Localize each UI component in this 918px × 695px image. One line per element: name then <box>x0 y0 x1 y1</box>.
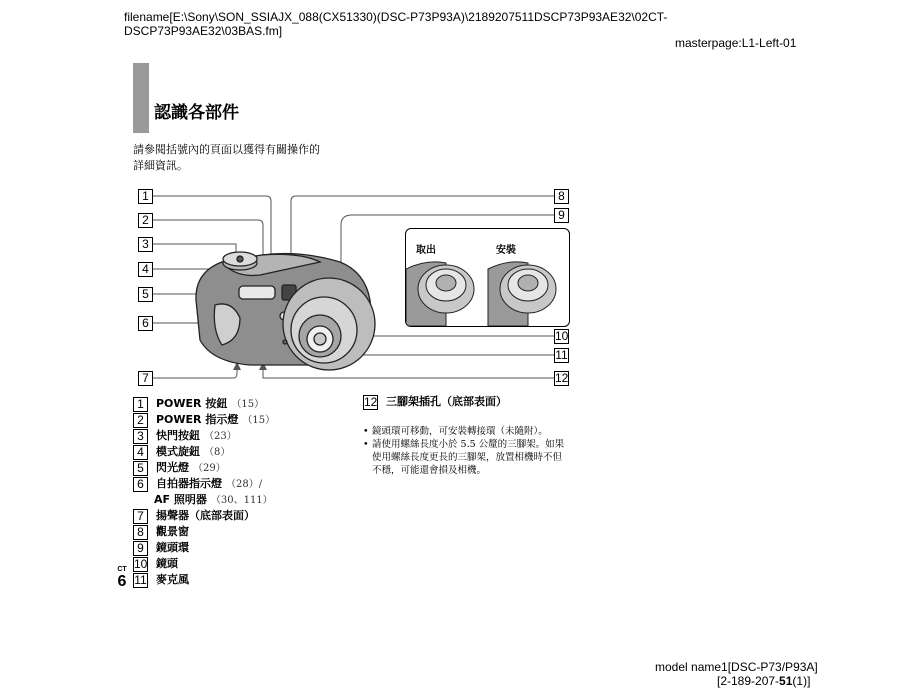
callout-11: 11 <box>555 348 568 362</box>
filename-line-1: filename[E:\Sony\SON_SSIAJX_088(CX51330)(DSC-P73P93A)\2189207511DSCP73P93AE32\02CT- <box>124 10 668 24</box>
legend-num: 8 <box>133 525 148 540</box>
callout-7: 7 <box>138 371 153 386</box>
callout-9: 9 <box>554 208 569 223</box>
legend-name: 模式旋鈕 <box>156 445 200 458</box>
masterpage-label: masterpage:L1-Left-01 <box>675 36 797 50</box>
footer-model: model name1[DSC-P73/P93A] <box>655 660 818 674</box>
legend-ref: （15） <box>242 415 276 426</box>
callout-5: 5 <box>138 287 153 302</box>
legend-name: 自拍器指示燈 <box>156 477 222 490</box>
legend-num: 11 <box>134 573 147 587</box>
callout-10: 10 <box>555 329 569 343</box>
page-number-block <box>117 566 127 590</box>
footer-code-suffix: (1)] <box>792 674 811 688</box>
intro-line-1: 請參閱括號內的頁面以獲得有關操作的 <box>133 143 320 156</box>
legend-name: 鏡頭環 <box>156 541 189 554</box>
legend-name: 揚聲器（底部表面） <box>156 509 255 522</box>
intro-line-2: 詳細資訊。 <box>133 159 188 172</box>
legend-num: 4 <box>133 445 148 460</box>
legend-num: 10 <box>134 557 148 571</box>
language-code: CT <box>117 566 127 573</box>
legend-item-8 <box>133 525 189 540</box>
lens-ring-inset <box>405 228 570 327</box>
callout-6: 6 <box>138 316 153 331</box>
notes-list <box>363 425 568 477</box>
legend-name: POWER 指示燈 <box>156 413 239 426</box>
callout-12: 12 <box>555 371 569 385</box>
legend-num: 5 <box>133 461 148 476</box>
legend-item-6b <box>154 493 273 508</box>
legend-num: 9 <box>133 541 148 556</box>
legend-num: 6 <box>133 477 148 492</box>
legend-item-4 <box>133 445 230 460</box>
legend-name: 三腳架插孔（底部表面） <box>386 395 507 408</box>
legend-item-6 <box>133 477 262 492</box>
callout-4: 4 <box>138 262 153 277</box>
page-number: 6 <box>117 573 127 590</box>
callout-1: 1 <box>138 189 153 204</box>
legend-item-12 <box>363 395 507 410</box>
legend-num: 7 <box>133 509 148 524</box>
legend-ref: （8） <box>204 447 231 458</box>
legend-name: AF 照明器 <box>154 493 207 506</box>
legend-item-10 <box>133 557 178 572</box>
legend-name: 麥克風 <box>156 573 189 586</box>
legend-ref: （30、111） <box>210 495 273 506</box>
legend-name: 快門按鈕 <box>156 429 200 442</box>
legend-ref: （15） <box>231 399 265 410</box>
page-title: 認識各部件 <box>154 103 239 123</box>
legend-item-9 <box>133 541 189 556</box>
callout-2: 2 <box>138 213 153 228</box>
footer-code-bold: 51 <box>779 674 793 688</box>
callout-3: 3 <box>138 237 153 252</box>
legend-item-1 <box>133 397 264 412</box>
legend-item-7 <box>133 509 255 524</box>
legend-ref: （29） <box>193 463 226 474</box>
legend-item-5 <box>133 461 226 476</box>
legend-num: 2 <box>133 413 148 428</box>
legend-ref: （28）/ <box>226 479 263 490</box>
legend-item-11 <box>133 573 189 588</box>
legend-item-2 <box>133 413 275 428</box>
legend-name: POWER 按鈕 <box>156 397 228 410</box>
legend-num: 3 <box>133 429 148 444</box>
legend-name: 鏡頭 <box>156 557 178 570</box>
legend-num: 12 <box>364 395 378 409</box>
attach-label: 安裝 <box>496 245 516 256</box>
note-item: • 鏡頭環可移動，可安裝轉接環（未隨附）。 <box>363 425 568 438</box>
lens-ring-illustration <box>406 229 569 326</box>
note-item: • 請使用螺絲長度小於 5.5 公釐的三腳架。如果使用螺絲長度更長的三腳架，放置相機時不但不穩，可能還會損及相機。 <box>363 438 568 477</box>
legend-num: 1 <box>133 397 148 412</box>
remove-label: 取出 <box>416 245 436 256</box>
callout-8: 8 <box>554 189 569 204</box>
legend-name: 閃光燈 <box>156 461 189 474</box>
filename-line-2: DSCP73P93AE32\03BAS.fm] <box>124 24 283 38</box>
legend-item-3 <box>133 429 237 444</box>
footer-code-prefix: [2-189-207- <box>717 674 780 688</box>
legend-name: 觀景窗 <box>156 525 189 538</box>
legend-ref: （23） <box>204 431 237 442</box>
footer-code <box>717 674 810 689</box>
